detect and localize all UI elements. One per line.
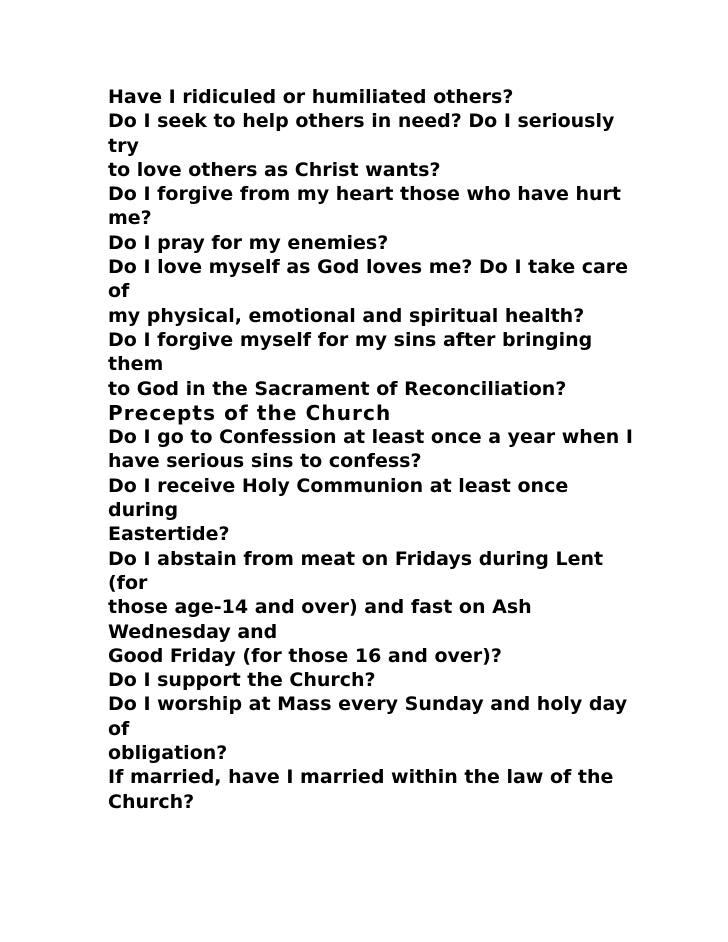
text-line: try bbox=[108, 134, 139, 157]
document-body bbox=[108, 85, 708, 814]
text-line: Do I love myself as God loves me? Do I take care bbox=[108, 256, 629, 279]
text-line: Do I go to Confession at least once a year when I bbox=[108, 426, 633, 449]
text-line: of bbox=[108, 280, 130, 303]
text-line: have serious sins to confess? bbox=[108, 450, 422, 473]
text-line: obligation? bbox=[108, 742, 228, 765]
text-line: those age-14 and over) and fast on Ash bbox=[108, 596, 532, 619]
text-line: Eastertide? bbox=[108, 523, 230, 546]
text-line: Do I pray for my enemies? bbox=[108, 231, 389, 254]
text-line: Do I forgive myself for my sins after bringing bbox=[108, 328, 593, 351]
text-line: during bbox=[108, 499, 179, 522]
text-line: Do I worship at Mass every Sunday and holy day bbox=[108, 693, 628, 716]
text-line: Do I seek to help others in need? Do I seriously bbox=[108, 110, 615, 133]
text-line: Good Friday (for those 16 and over)? bbox=[108, 644, 502, 667]
text-line: Do I abstain from meat on Fridays during Lent bbox=[108, 547, 604, 570]
text-line: Do I support the Church? bbox=[108, 669, 376, 692]
text-line: Do I receive Holy Communion at least once bbox=[108, 474, 569, 497]
text-line: Do I forgive from my heart those who have hurt bbox=[108, 183, 621, 206]
text-line: Church? bbox=[108, 790, 195, 813]
text-line: (for bbox=[108, 571, 148, 594]
text-line: my physical, emotional and spiritual health? bbox=[108, 304, 585, 327]
text-line: of bbox=[108, 717, 130, 740]
text-line: If married, have I married within the law of the bbox=[108, 766, 614, 789]
text-line: them bbox=[108, 353, 164, 376]
text-line: Have I ridiculed or humiliated others? bbox=[108, 86, 514, 108]
text-line: Wednesday and bbox=[108, 620, 278, 643]
section-heading: Precepts of the Church bbox=[108, 400, 392, 425]
text-line: to God in the Sacrament of Reconciliation? bbox=[108, 377, 567, 400]
text-line: to love others as Christ wants? bbox=[108, 158, 441, 181]
text-line: me? bbox=[108, 207, 152, 230]
